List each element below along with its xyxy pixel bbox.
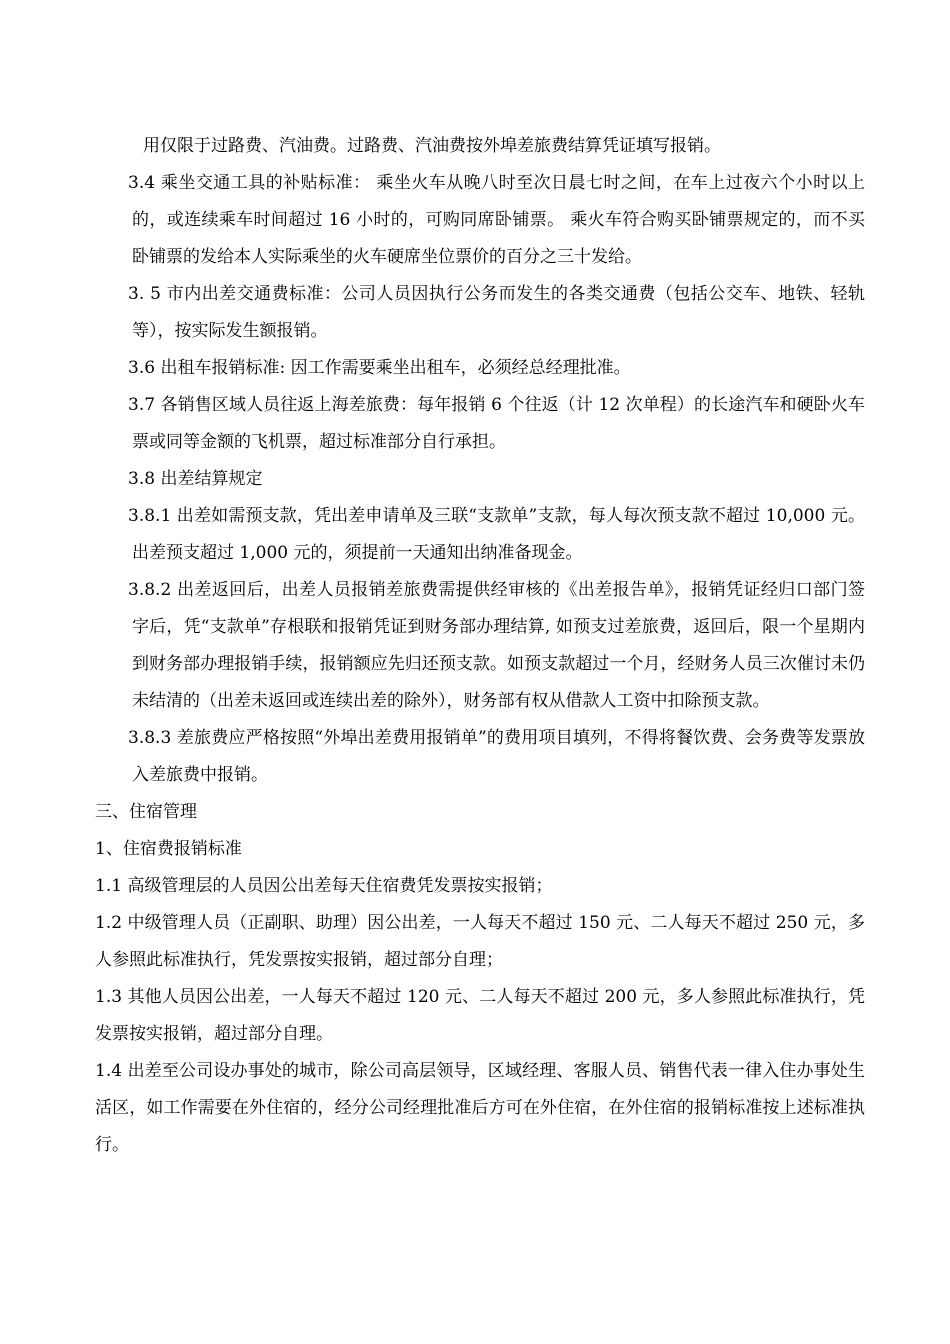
subsection-heading-3-1: 1、住宿费报销标准 [95, 839, 242, 859]
paragraph-3-8-3: 3.8.3 差旅费应严格按照“外埠出差费用报销单”的费用项目填列，不得将餐饮费、会务费等发票放入差旅费中报销。 [128, 728, 865, 785]
paragraph-3-7: 3.7 各销售区域人员往返上海差旅费：每年报销 6 个往返（计 12 次单程）的长途汽车和硬卧火车票或同等金额的飞机票，超过标准部分自行承担。 [128, 395, 865, 452]
document-body [95, 128, 865, 1164]
paragraph-continuation: 用仅限于过路费、汽油费。过路费、汽油费按外埠差旅费结算凭证填写报销。 [143, 136, 721, 156]
paragraph-3-5: 3. 5 市内出差交通费标准：公司人员因执行公务而发生的各类交通费（包括公交车、地铁、轻轨等），按实际发生额报销。 [128, 284, 865, 341]
paragraph-3-4: 3.4 乘坐交通工具的补贴标准： 乘坐火车从晚八时至次日晨七时之间，在车上过夜六个小时以上的，或连续乘车时间超过 16 小时的，可购同席卧铺票。 乘火车符合购买卧铺票规定的，而不买卧铺票的发给本人实际乘坐的火车硬席坐位票价的百分之三十发给。 [128, 173, 865, 267]
paragraph-1-1: 1.1 高级管理层的人员因公出差每天住宿费凭发票按实报销； [95, 876, 553, 896]
paragraph-3-8: 3.8 出差结算规定 [128, 469, 263, 489]
paragraph-1-2: 1.2 中级管理人员（正副职、助理）因公出差，一人每天不超过 150 元、二人每天不超过 250 元，多人参照此标准执行，凭发票按实报销，超过部分自理； [95, 913, 865, 970]
paragraph-3-8-2: 3.8.2 出差返回后，出差人员报销差旅费需提供经审核的《出差报告单》，报销凭证经归口部门签字后，凭“支款单”存根联和报销凭证到财务部办理结算, 如预支过差旅费，返回后，限一个星期内到财务部办理报销手续，报销额应先归还预支款。如预支款超过一个月，经财务人员三次催讨未仍未结清的（出差未返回或连续出差的除外），财务部有权从借款人工资中扣除预支款。 [128, 580, 865, 711]
paragraph-3-8-1: 3.8.1 出差如需预支款，凭出差申请单及三联“支款单”支款，每人每次预支款不超过 10,000 元。出差预支超过 1,000 元的，须提前一天通知出纳准备现金。 [128, 506, 865, 563]
paragraph-1-4: 1.4 出差至公司设办事处的城市，除公司高层领导，区域经理、客服人员、销售代表一律入住办事处生活区，如工作需要在外住宿的，经分公司经理批准后方可在外住宿，在外住宿的报销标准按上述标准执行。 [95, 1061, 865, 1155]
paragraph-1-3: 1.3 其他人员因公出差，一人每天不超过 120 元、二人每天不超过 200 元，多人参照此标准执行，凭发票按实报销，超过部分自理。 [95, 987, 865, 1044]
paragraph-3-6: 3.6 出租车报销标准: 因工作需要乘坐出租车，必须经总经理批准。 [128, 358, 631, 378]
section-heading-3: 三、住宿管理 [95, 802, 197, 822]
